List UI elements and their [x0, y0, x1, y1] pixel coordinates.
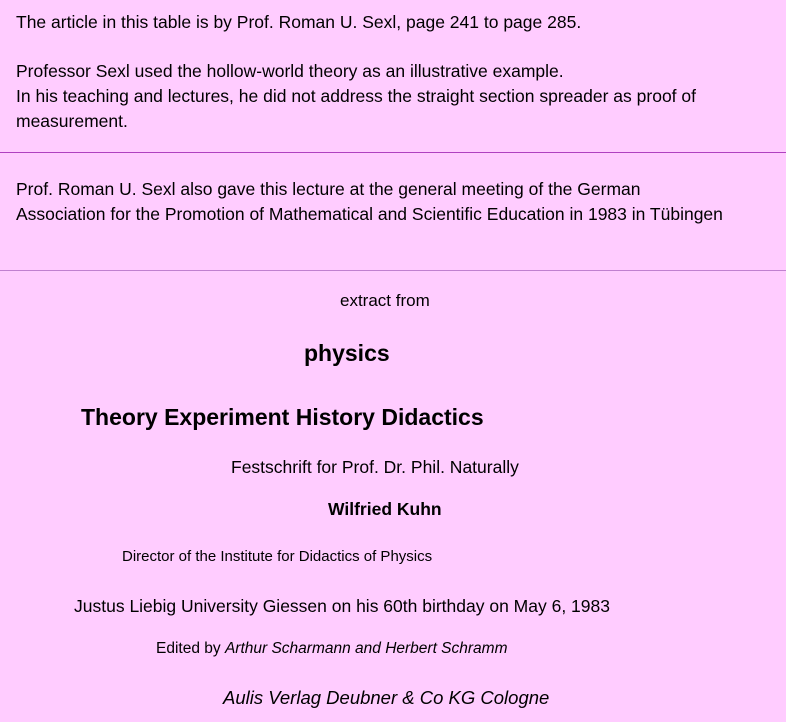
divider — [0, 270, 786, 271]
editor-names: Arthur Scharmann and Herbert Schramm — [224, 640, 508, 657]
intro-line-1: The article in this table is by Prof. Roman U. Sexl, page 241 to page 285. — [16, 12, 582, 32]
intro-line-3: In his teaching and lectures, he did not address the straight section spreader as proof of — [16, 86, 696, 106]
journal-title: physics — [304, 340, 390, 366]
edited-by-label: Edited by — [156, 640, 225, 657]
lecture-line-2: Association for the Promotion of Mathematical and Scientific Education in 1983 in Tübingen — [16, 204, 723, 224]
occasion-line: Justus Liebig University Giessen on his 60th birthday on May 6, 1983 — [74, 596, 610, 616]
journal-subtitle: Theory Experiment History Didactics — [81, 404, 484, 430]
divider — [0, 152, 786, 153]
intro-line-4: measurement. — [16, 111, 128, 131]
extract-label: extract from — [340, 291, 430, 310]
intro-line-2: Professor Sexl used the hollow-world theory as an illustrative example. — [16, 61, 564, 81]
honoree-role: Director of the Institute for Didactics of Physics — [122, 548, 433, 565]
honoree-name: Wilfried Kuhn — [328, 499, 442, 519]
editors-line — [156, 640, 508, 658]
festschrift-line: Festschrift for Prof. Dr. Phil. Naturally — [231, 457, 519, 477]
publisher-line: Aulis Verlag Deubner & Co KG Cologne — [223, 687, 550, 708]
lecture-line-1: Prof. Roman U. Sexl also gave this lecture at the general meeting of the German — [16, 179, 641, 199]
